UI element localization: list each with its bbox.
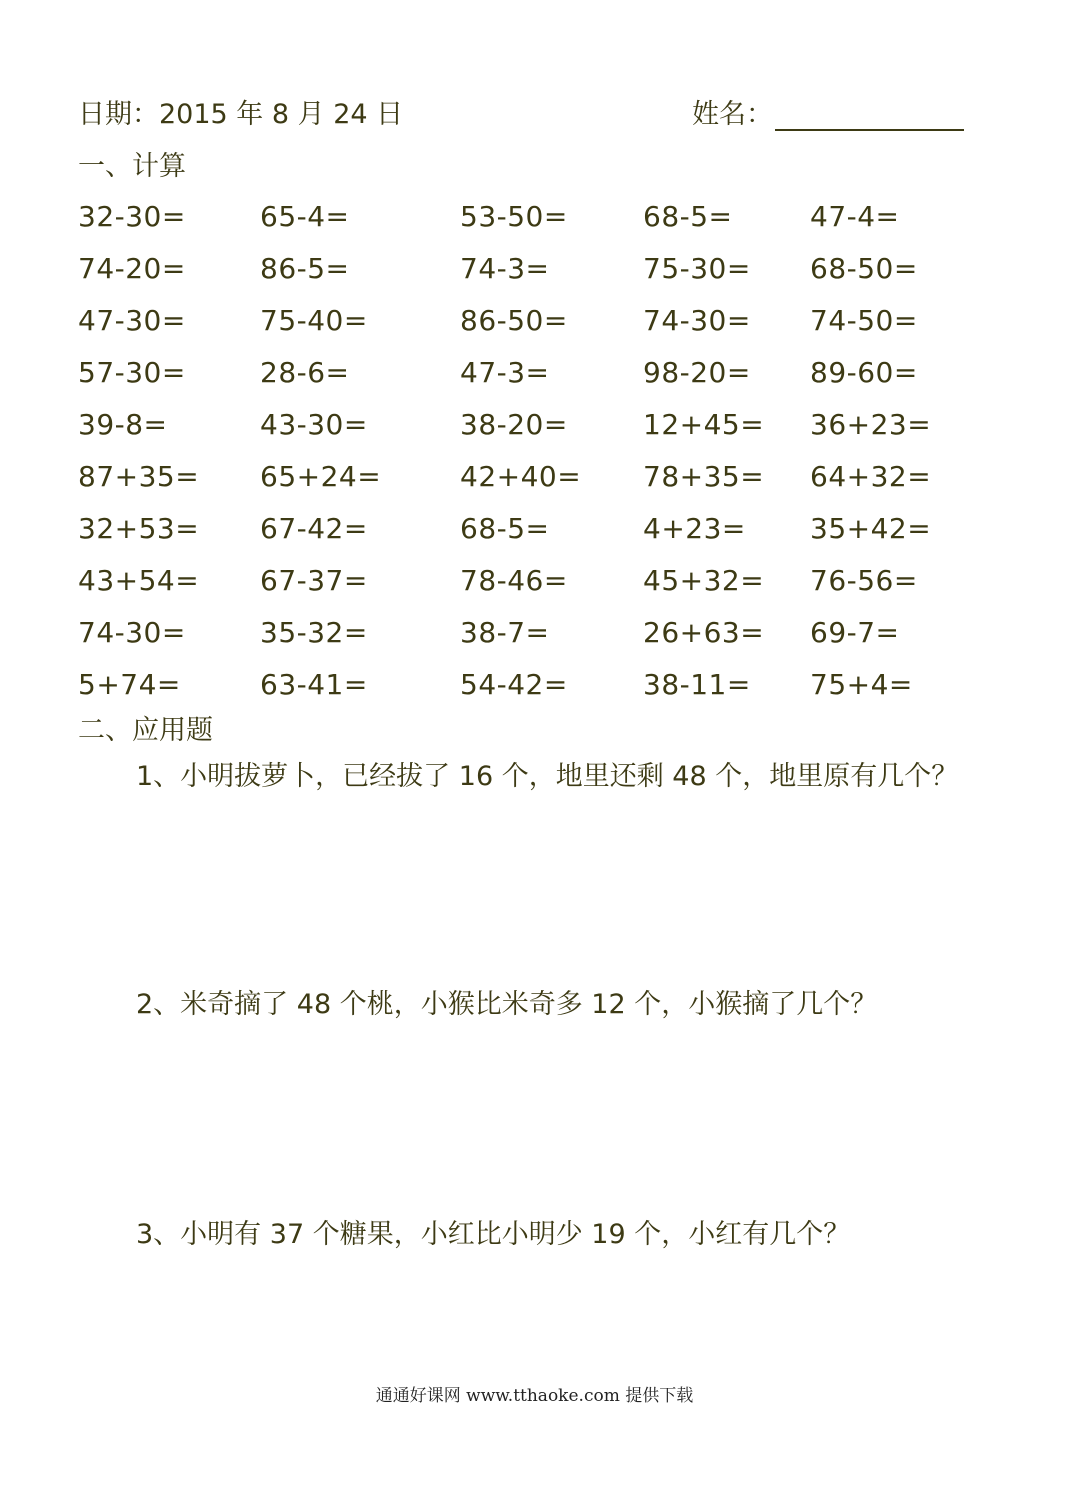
word-problem-3: 3、小明有 37 个糖果，小红比小明少 19 个，小红有几个？ — [136, 1219, 851, 1250]
calc-item-r2-c4: 75-30= — [643, 252, 751, 285]
footer-credit: 通通好课网 www.tthaoke.com 提供下载 — [375, 1386, 694, 1406]
calc-item-r7-c3: 68-5= — [460, 512, 550, 545]
calc-item-r10-c3: 54-42= — [460, 668, 568, 701]
calc-item-r9-c1: 74-30= — [78, 616, 186, 649]
calc-item-r10-c1: 5+74= — [78, 668, 181, 701]
calc-item-r3-c2: 75-40= — [260, 304, 368, 337]
calc-item-r5-c2: 43-30= — [260, 408, 368, 441]
calc-item-r4-c3: 47-3= — [460, 356, 550, 389]
calc-item-r3-c5: 74-50= — [810, 304, 918, 337]
calc-item-r7-c1: 32+53= — [78, 512, 200, 545]
calc-item-r8-c3: 78-46= — [460, 564, 568, 597]
calc-item-r8-c4: 45+32= — [643, 564, 765, 597]
calc-item-r9-c2: 35-32= — [260, 616, 368, 649]
calc-item-r7-c2: 67-42= — [260, 512, 368, 545]
calc-item-r4-c2: 28-6= — [260, 356, 350, 389]
calc-item-r6-c1: 87+35= — [78, 460, 200, 493]
calc-item-r8-c2: 67-37= — [260, 564, 368, 597]
calc-item-r2-c5: 68-50= — [810, 252, 918, 285]
name-label: 姓名： — [692, 99, 773, 130]
section-calculation-title: 一、计算 — [78, 151, 186, 182]
calc-item-r1-c2: 65-4= — [260, 200, 350, 233]
calc-item-r1-c3: 53-50= — [460, 200, 568, 233]
calc-item-r5-c4: 12+45= — [643, 408, 765, 441]
calc-item-r1-c4: 68-5= — [643, 200, 733, 233]
calc-item-r8-c1: 43+54= — [78, 564, 200, 597]
calc-item-r8-c5: 76-56= — [810, 564, 918, 597]
worksheet-date: 日期：2015 年 8 月 24 日 — [78, 99, 404, 130]
calc-item-r5-c1: 39-8= — [78, 408, 168, 441]
calc-item-r9-c3: 38-7= — [460, 616, 550, 649]
calc-item-r5-c5: 36+23= — [810, 408, 932, 441]
calc-item-r4-c5: 89-60= — [810, 356, 918, 389]
word-problem-2: 2、米奇摘了 48 个桃，小猴比米奇多 12 个，小猴摘了几个？ — [136, 989, 878, 1020]
calc-item-r9-c4: 26+63= — [643, 616, 765, 649]
calc-item-r1-c1: 32-30= — [78, 200, 186, 233]
calc-item-r4-c1: 57-30= — [78, 356, 186, 389]
calc-item-r5-c3: 38-20= — [460, 408, 568, 441]
calc-item-r10-c5: 75+4= — [810, 668, 913, 701]
calc-item-r10-c2: 63-41= — [260, 668, 368, 701]
calc-item-r1-c5: 47-4= — [810, 200, 900, 233]
calc-item-r6-c2: 65+24= — [260, 460, 382, 493]
calc-item-r2-c3: 74-3= — [460, 252, 550, 285]
calc-item-r2-c1: 74-20= — [78, 252, 186, 285]
word-problem-1: 1、小明拔萝卜，已经拔了 16 个，地里还剩 48 个，地里原有几个？ — [136, 761, 959, 792]
calc-item-r7-c5: 35+42= — [810, 512, 932, 545]
calc-item-r2-c2: 86-5= — [260, 252, 350, 285]
calc-item-r4-c4: 98-20= — [643, 356, 751, 389]
calc-item-r3-c3: 86-50= — [460, 304, 568, 337]
calc-item-r6-c4: 78+35= — [643, 460, 765, 493]
calc-item-r10-c4: 38-11= — [643, 668, 751, 701]
section-word-problems-title: 二、应用题 — [78, 715, 213, 746]
calc-item-r3-c4: 74-30= — [643, 304, 751, 337]
name-blank-line — [775, 129, 964, 131]
calc-item-r3-c1: 47-30= — [78, 304, 186, 337]
calc-item-r6-c5: 64+32= — [810, 460, 932, 493]
calc-item-r7-c4: 4+23= — [643, 512, 746, 545]
calc-item-r9-c5: 69-7= — [810, 616, 900, 649]
calc-item-r6-c3: 42+40= — [460, 460, 582, 493]
